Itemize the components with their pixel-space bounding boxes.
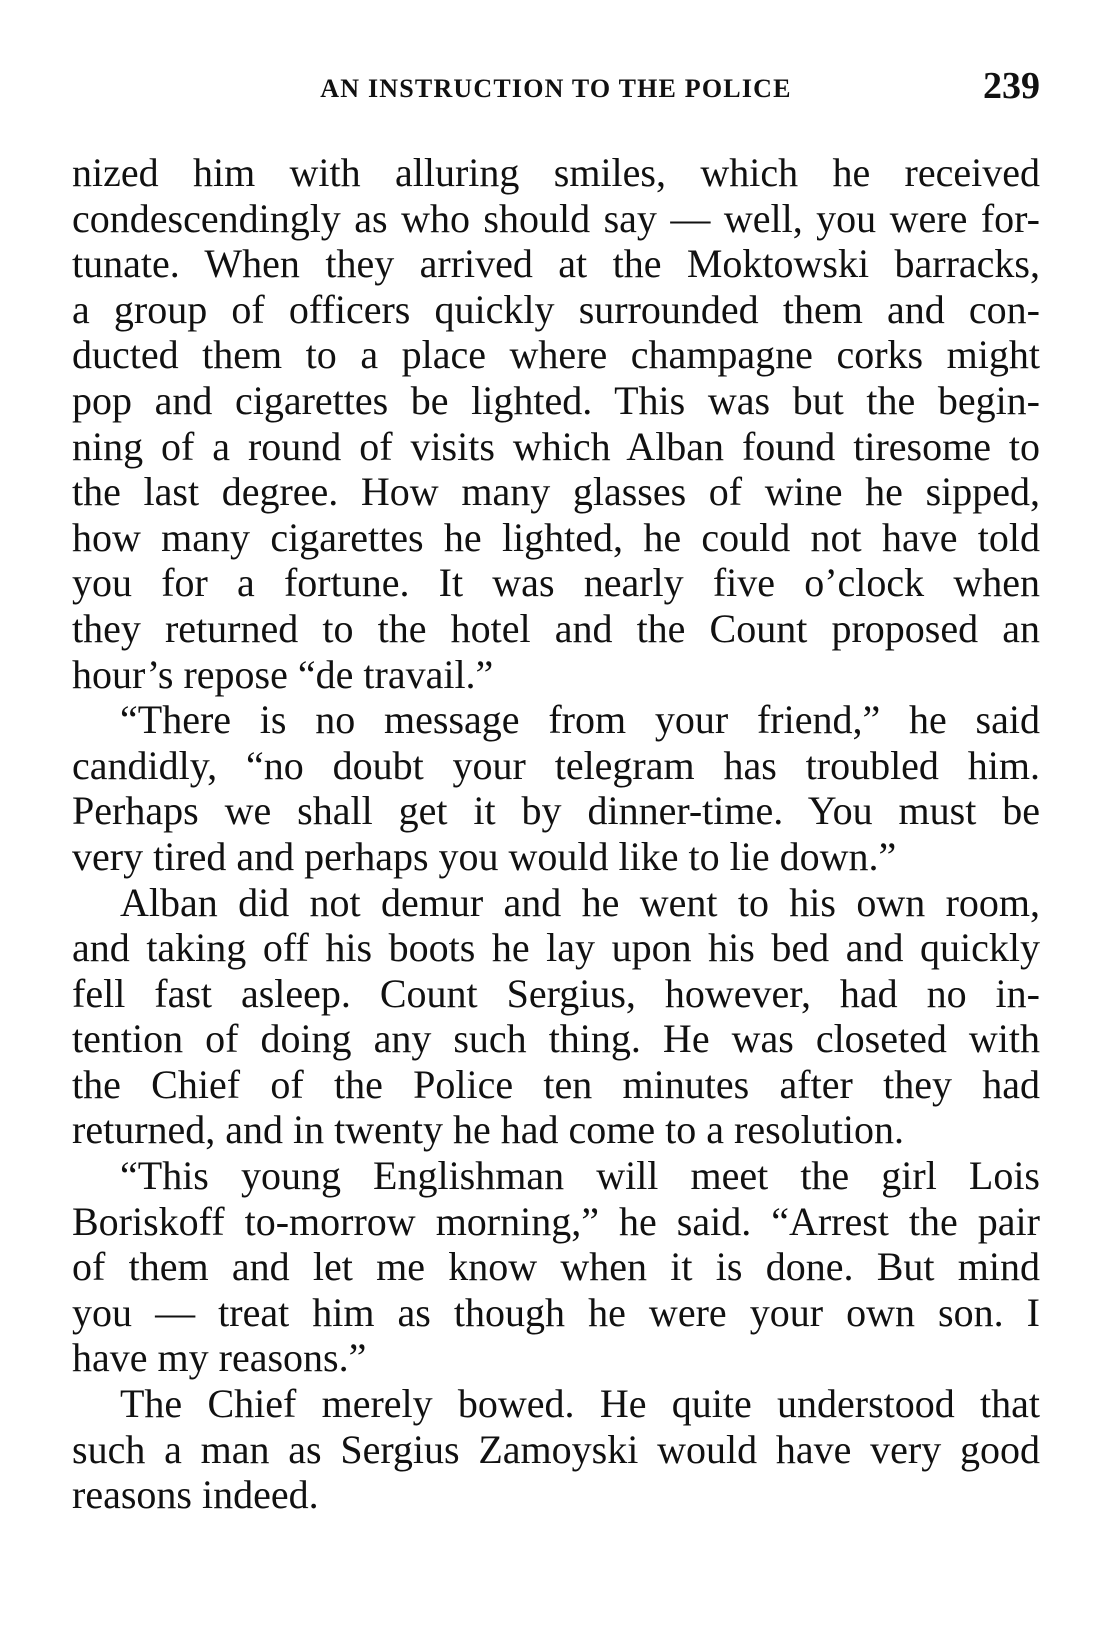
text-line: returned, and in twenty he had come to a resolution. <box>72 1107 904 1153</box>
text-line: tunate. When they arrived at the Moktowski barracks, <box>72 241 1040 287</box>
text-line: reasons indeed. <box>72 1472 319 1518</box>
text-line: they returned to the hotel and the Count proposed an <box>72 605 1040 651</box>
text-line: tention of doing any such thing. He was closeted with <box>72 1016 1040 1062</box>
text-line: you for a fortune. It was nearly five o’clock when <box>72 560 1040 606</box>
text-line: of them and let me know when it is done. But mind <box>72 1244 1040 1290</box>
text-line: pop and cigarettes be lighted. This was but the begin- <box>72 377 1040 423</box>
text-line: “There is no message from your friend,” he said <box>120 697 1040 743</box>
text-line: have my reasons.” <box>72 1335 367 1381</box>
text-line: ning of a round of visits which Alban found tiresome to <box>72 423 1040 469</box>
page-header <box>72 64 1040 107</box>
text-line: you — treat him as though he were your own son. I <box>72 1289 1040 1335</box>
text-line: condescendingly as who should say — well, you were for- <box>72 195 1040 241</box>
text-line: The Chief merely bowed. He quite understood that <box>120 1381 1040 1427</box>
text-line: hour’s repose “de travail.” <box>72 651 494 697</box>
text-line: a group of officers quickly surrounded them and con- <box>72 286 1040 332</box>
text-line: fell fast asleep. Count Sergius, however, had no in- <box>72 970 1040 1016</box>
text-line: and taking off his boots he lay upon his bed and quickly <box>72 925 1040 971</box>
text-line: “This young Englishman will meet the girl Lois <box>120 1153 1040 1199</box>
text-line: the last degree. How many glasses of wine he sipped, <box>72 469 1040 515</box>
page-number: 239 <box>983 65 1040 107</box>
text-line: candidly, “no doubt your telegram has troubled him. <box>72 742 1040 788</box>
text-line: ducted them to a place where champagne corks might <box>72 332 1040 378</box>
text-line: nized him with alluring smiles, which he received <box>72 150 1040 195</box>
text-line: such a man as Sergius Zamoyski would have very good <box>72 1426 1040 1472</box>
running-head: AN INSTRUCTION TO THE POLICE <box>320 74 792 103</box>
text-line: Perhaps we shall get it by dinner-time. You must be <box>72 788 1040 834</box>
text-line: very tired and perhaps you would like to lie down.” <box>72 833 897 879</box>
text-line: the Chief of the Police ten minutes after they had <box>72 1061 1040 1107</box>
body-text <box>72 150 1040 1518</box>
text-line: how many cigarettes he lighted, he could not have told <box>72 514 1040 560</box>
text-line: Alban did not demur and he went to his own room, <box>120 879 1040 925</box>
text-line: Boriskoff to-morrow morning,” he said. “Arrest the pair <box>72 1198 1040 1244</box>
